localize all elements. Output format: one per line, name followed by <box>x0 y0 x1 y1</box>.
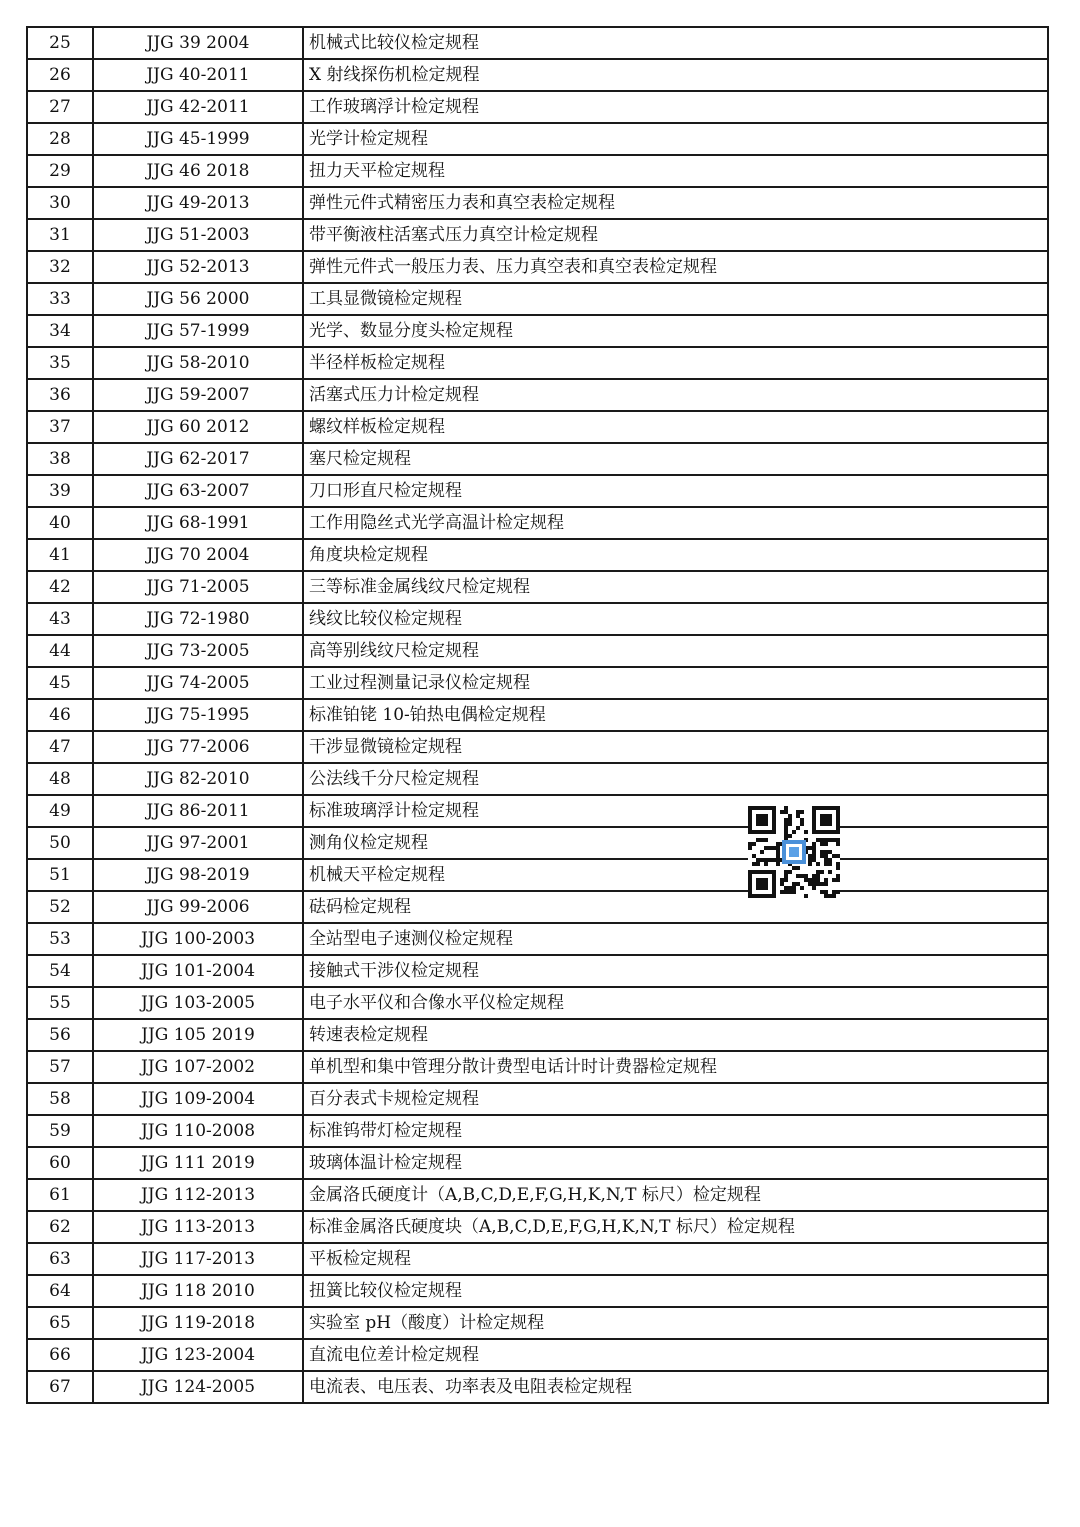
standard-name: 标准玻璃浮计检定规程 <box>303 795 1048 827</box>
table-row <box>27 667 1048 699</box>
standard-name: X 射线探伤机检定规程 <box>303 59 1048 91</box>
standard-name: 半径样板检定规程 <box>303 347 1048 379</box>
standard-code: JJG 110-2008 <box>93 1115 303 1147</box>
row-number: 25 <box>27 27 93 59</box>
standard-name: 高等别线纹尺检定规程 <box>303 635 1048 667</box>
row-number: 45 <box>27 667 93 699</box>
row-number: 60 <box>27 1147 93 1179</box>
standard-code: JJG 86-2011 <box>93 795 303 827</box>
standard-name: 螺纹样板检定规程 <box>303 411 1048 443</box>
standard-code: JJG 77-2006 <box>93 731 303 763</box>
standard-code: JJG 51-2003 <box>93 219 303 251</box>
row-number: 39 <box>27 475 93 507</box>
table-row <box>27 123 1048 155</box>
qr-code-icon <box>748 806 840 898</box>
row-number: 38 <box>27 443 93 475</box>
standard-name: 工具显微镜检定规程 <box>303 283 1048 315</box>
standard-code: JJG 101-2004 <box>93 955 303 987</box>
row-number: 31 <box>27 219 93 251</box>
table-row <box>27 187 1048 219</box>
standard-name: 工作玻璃浮计检定规程 <box>303 91 1048 123</box>
table-row <box>27 1307 1048 1339</box>
standard-code: JJG 100-2003 <box>93 923 303 955</box>
row-number: 27 <box>27 91 93 123</box>
row-number: 54 <box>27 955 93 987</box>
row-number: 65 <box>27 1307 93 1339</box>
standard-code: JJG 60 2012 <box>93 411 303 443</box>
standard-code: JJG 56 2000 <box>93 283 303 315</box>
table-row <box>27 1211 1048 1243</box>
row-number: 52 <box>27 891 93 923</box>
standard-code: JJG 70 2004 <box>93 539 303 571</box>
standard-name: 接触式干涉仪检定规程 <box>303 955 1048 987</box>
standards-table <box>26 26 1049 1404</box>
row-number: 46 <box>27 699 93 731</box>
row-number: 36 <box>27 379 93 411</box>
table-row <box>27 955 1048 987</box>
standard-code: JJG 40-2011 <box>93 59 303 91</box>
row-number: 34 <box>27 315 93 347</box>
standard-name: 扭簧比较仪检定规程 <box>303 1275 1048 1307</box>
table-row <box>27 283 1048 315</box>
standard-code: JJG 117-2013 <box>93 1243 303 1275</box>
row-number: 55 <box>27 987 93 1019</box>
row-number: 44 <box>27 635 93 667</box>
table-row <box>27 1115 1048 1147</box>
standard-code: JJG 45-1999 <box>93 123 303 155</box>
standard-code: JJG 71-2005 <box>93 571 303 603</box>
table-row <box>27 443 1048 475</box>
row-number: 59 <box>27 1115 93 1147</box>
standards-table-body <box>27 27 1048 1403</box>
standard-code: JJG 109-2004 <box>93 1083 303 1115</box>
standard-name: 转速表检定规程 <box>303 1019 1048 1051</box>
standard-code: JJG 103-2005 <box>93 987 303 1019</box>
table-row <box>27 1179 1048 1211</box>
table-row <box>27 411 1048 443</box>
row-number: 41 <box>27 539 93 571</box>
standard-name: 带平衡液柱活塞式压力真空计检定规程 <box>303 219 1048 251</box>
table-row <box>27 315 1048 347</box>
table-row <box>27 891 1048 923</box>
table-row <box>27 91 1048 123</box>
standard-name: 三等标准金属线纹尺检定规程 <box>303 571 1048 603</box>
row-number: 49 <box>27 795 93 827</box>
table-row <box>27 859 1048 891</box>
table-row <box>27 1371 1048 1403</box>
standard-name: 干涉显微镜检定规程 <box>303 731 1048 763</box>
standard-name: 机械式比较仪检定规程 <box>303 27 1048 59</box>
row-number: 63 <box>27 1243 93 1275</box>
standard-code: JJG 73-2005 <box>93 635 303 667</box>
table-row <box>27 507 1048 539</box>
standard-code: JJG 111 2019 <box>93 1147 303 1179</box>
standard-code: JJG 107-2002 <box>93 1051 303 1083</box>
standard-name: 公法线千分尺检定规程 <box>303 763 1048 795</box>
table-row <box>27 1243 1048 1275</box>
standard-name: 百分表式卡规检定规程 <box>303 1083 1048 1115</box>
standard-code: JJG 123-2004 <box>93 1339 303 1371</box>
table-row <box>27 603 1048 635</box>
row-number: 28 <box>27 123 93 155</box>
standard-code: JJG 118 2010 <box>93 1275 303 1307</box>
standard-code: JJG 42-2011 <box>93 91 303 123</box>
row-number: 35 <box>27 347 93 379</box>
standard-name: 弹性元件式一般压力表、压力真空表和真空表检定规程 <box>303 251 1048 283</box>
standard-code: JJG 124-2005 <box>93 1371 303 1403</box>
standard-name: 直流电位差计检定规程 <box>303 1339 1048 1371</box>
standard-code: JJG 82-2010 <box>93 763 303 795</box>
standard-code: JJG 58-2010 <box>93 347 303 379</box>
row-number: 61 <box>27 1179 93 1211</box>
table-row <box>27 635 1048 667</box>
standard-name: 线纹比较仪检定规程 <box>303 603 1048 635</box>
standard-name: 刀口形直尺检定规程 <box>303 475 1048 507</box>
standard-name: 光学计检定规程 <box>303 123 1048 155</box>
row-number: 62 <box>27 1211 93 1243</box>
qr-code-graphic <box>748 806 840 898</box>
table-row <box>27 571 1048 603</box>
standard-code: JJG 46 2018 <box>93 155 303 187</box>
standard-code: JJG 98-2019 <box>93 859 303 891</box>
row-number: 29 <box>27 155 93 187</box>
table-row <box>27 827 1048 859</box>
row-number: 57 <box>27 1051 93 1083</box>
standard-name: 工作用隐丝式光学高温计检定规程 <box>303 507 1048 539</box>
standard-code: JJG 68-1991 <box>93 507 303 539</box>
table-row <box>27 699 1048 731</box>
row-number: 32 <box>27 251 93 283</box>
table-row <box>27 1051 1048 1083</box>
row-number: 56 <box>27 1019 93 1051</box>
row-number: 64 <box>27 1275 93 1307</box>
standard-name: 机械天平检定规程 <box>303 859 1048 891</box>
table-row <box>27 475 1048 507</box>
row-number: 51 <box>27 859 93 891</box>
standard-name: 标准钨带灯检定规程 <box>303 1115 1048 1147</box>
row-number: 66 <box>27 1339 93 1371</box>
standard-name: 实验室 pH（酸度）计检定规程 <box>303 1307 1048 1339</box>
standard-code: JJG 75-1995 <box>93 699 303 731</box>
table-row <box>27 1147 1048 1179</box>
row-number: 53 <box>27 923 93 955</box>
row-number: 37 <box>27 411 93 443</box>
standard-name: 金属洛氏硬度计（A,B,C,D,E,F,G,H,K,N,T 标尺）检定规程 <box>303 1179 1048 1211</box>
table-row <box>27 1339 1048 1371</box>
standard-code: JJG 62-2017 <box>93 443 303 475</box>
table-row <box>27 1019 1048 1051</box>
standard-name: 单机型和集中管理分散计费型电话计时计费器检定规程 <box>303 1051 1048 1083</box>
standard-code: JJG 97-2001 <box>93 827 303 859</box>
standard-name: 砝码检定规程 <box>303 891 1048 923</box>
table-row <box>27 731 1048 763</box>
row-number: 42 <box>27 571 93 603</box>
table-row <box>27 763 1048 795</box>
standard-name: 平板检定规程 <box>303 1243 1048 1275</box>
table-row <box>27 987 1048 1019</box>
standard-name: 电子水平仪和合像水平仪检定规程 <box>303 987 1048 1019</box>
standard-code: JJG 57-1999 <box>93 315 303 347</box>
standard-name: 玻璃体温计检定规程 <box>303 1147 1048 1179</box>
standard-name: 光学、数显分度头检定规程 <box>303 315 1048 347</box>
row-number: 47 <box>27 731 93 763</box>
table-row <box>27 347 1048 379</box>
table-row <box>27 1083 1048 1115</box>
standard-code: JJG 49-2013 <box>93 187 303 219</box>
standard-name: 标准铂铑 10-铂热电偶检定规程 <box>303 699 1048 731</box>
row-number: 48 <box>27 763 93 795</box>
standard-code: JJG 39 2004 <box>93 27 303 59</box>
standard-name: 活塞式压力计检定规程 <box>303 379 1048 411</box>
table-row <box>27 251 1048 283</box>
standard-name: 扭力天平检定规程 <box>303 155 1048 187</box>
table-row <box>27 27 1048 59</box>
table-row <box>27 155 1048 187</box>
row-number: 58 <box>27 1083 93 1115</box>
row-number: 30 <box>27 187 93 219</box>
standard-code: JJG 72-1980 <box>93 603 303 635</box>
standard-code: JJG 74-2005 <box>93 667 303 699</box>
standard-code: JJG 63-2007 <box>93 475 303 507</box>
standard-name: 角度块检定规程 <box>303 539 1048 571</box>
standard-code: JJG 99-2006 <box>93 891 303 923</box>
table-row <box>27 379 1048 411</box>
table-row <box>27 795 1048 827</box>
table-row <box>27 923 1048 955</box>
standard-name: 弹性元件式精密压力表和真空表检定规程 <box>303 187 1048 219</box>
table-row <box>27 219 1048 251</box>
row-number: 40 <box>27 507 93 539</box>
standard-code: JJG 105 2019 <box>93 1019 303 1051</box>
standard-code: JJG 113-2013 <box>93 1211 303 1243</box>
standard-name: 测角仪检定规程 <box>303 827 1048 859</box>
standard-name: 全站型电子速测仪检定规程 <box>303 923 1048 955</box>
standard-code: JJG 112-2013 <box>93 1179 303 1211</box>
row-number: 33 <box>27 283 93 315</box>
standard-name: 塞尺检定规程 <box>303 443 1048 475</box>
standard-name: 标准金属洛氏硬度块（A,B,C,D,E,F,G,H,K,N,T 标尺）检定规程 <box>303 1211 1048 1243</box>
row-number: 26 <box>27 59 93 91</box>
standard-code: JJG 52-2013 <box>93 251 303 283</box>
standard-code: JJG 59-2007 <box>93 379 303 411</box>
row-number: 50 <box>27 827 93 859</box>
standard-code: JJG 119-2018 <box>93 1307 303 1339</box>
table-row <box>27 59 1048 91</box>
table-row <box>27 539 1048 571</box>
standard-name: 电流表、电压表、功率表及电阻表检定规程 <box>303 1371 1048 1403</box>
standard-name: 工业过程测量记录仪检定规程 <box>303 667 1048 699</box>
row-number: 67 <box>27 1371 93 1403</box>
table-row <box>27 1275 1048 1307</box>
row-number: 43 <box>27 603 93 635</box>
